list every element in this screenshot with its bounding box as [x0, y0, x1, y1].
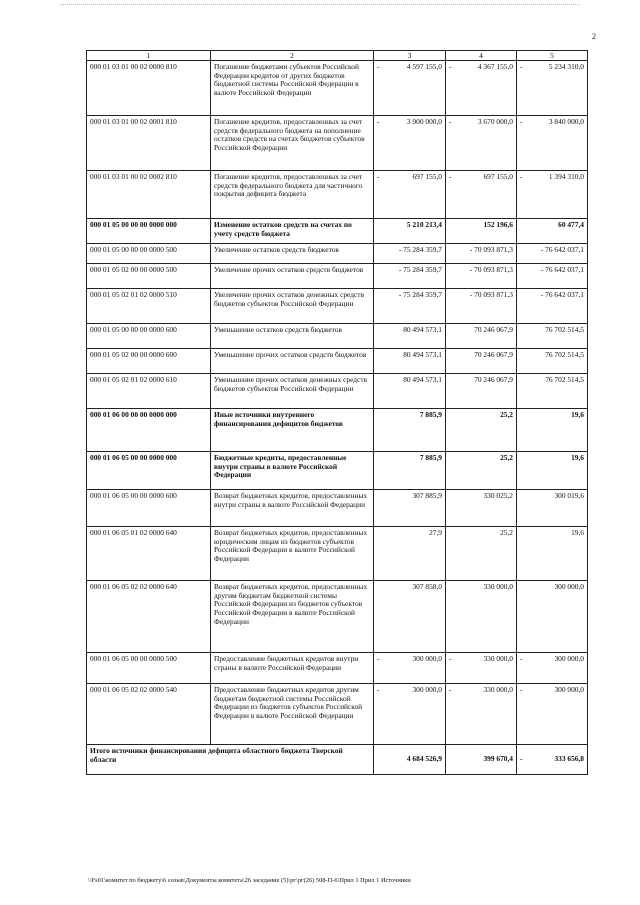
budget-classification-code: 000 01 06 05 01 02 0000 640 [87, 527, 211, 581]
budget-classification-code: 000 01 05 00 00 00 0000 500 [87, 244, 211, 264]
minus-sign: - [449, 685, 452, 694]
amount-value: 307 885,9 [412, 491, 442, 500]
budget-classification-code: 000 01 06 05 00 00 0000 600 [87, 490, 211, 527]
amount-value: 330 000,0 [483, 654, 513, 663]
amount-value: 300 000,0 [412, 654, 442, 663]
amount-year-2 [446, 349, 517, 374]
amount-year-3 [517, 324, 588, 349]
amount-value: 399 670,4 [483, 754, 513, 764]
amount-year-1 [374, 490, 446, 527]
amount-year-2 [446, 116, 517, 171]
table-row [87, 581, 588, 653]
amount-value: 300 000,0 [554, 685, 584, 694]
item-description: Погашение кредитов, предоставленных за счет средств федерального бюджета на пополнение остатков средств на счетах бюджетов субъектов Российской Федерации [211, 116, 374, 171]
minus-sign: - [449, 117, 452, 126]
amount-year-3 [517, 527, 588, 581]
amount-value: - 76 642 037,1 [540, 290, 584, 299]
amount-year-1 [374, 745, 446, 775]
table-row [87, 116, 588, 171]
amount-year-2 [446, 745, 517, 775]
amount-value: 25,2 [500, 410, 513, 419]
minus-sign: - [449, 654, 452, 663]
amount-year-1 [374, 527, 446, 581]
minus-sign: - [520, 117, 523, 126]
budget-classification-code: 000 01 06 05 02 02 0000 540 [87, 684, 211, 745]
amount-value: 27,9 [429, 528, 442, 537]
minus-sign: - [520, 754, 523, 764]
amount-value: 300 019,6 [554, 491, 584, 500]
amount-year-3 [517, 745, 588, 775]
amount-year-1 [374, 581, 446, 653]
amount-value: 4 684 526,9 [406, 754, 442, 764]
column-header-2: 2 [211, 51, 374, 61]
amount-year-3 [517, 264, 588, 289]
amount-year-3 [517, 219, 588, 244]
minus-sign: - [520, 685, 523, 694]
item-description: Возврат бюджетных кредитов, предоставленных другим бюджетам бюджетной системы Российской Федерации из бюджетов субъектов Российской Федерации в валюте Российской Федерации [211, 581, 374, 653]
amount-value: 5 234 310,0 [548, 62, 584, 71]
table-row [87, 374, 588, 409]
amount-year-1 [374, 289, 446, 324]
amount-value: 70 246 067,9 [474, 375, 513, 384]
amount-year-1 [374, 171, 446, 219]
amount-value: 1 394 310,0 [548, 172, 584, 181]
amount-value: - 76 642 037,1 [540, 265, 584, 274]
table-header-row [87, 51, 588, 61]
file-path-footer: \\Fs01\комитет по бюджету\6 созыв\Документы комитета\26 заседание (5)\рг\рг(26) 508-П-6\Прил 1 Прил 1 Источники [88, 877, 411, 884]
amount-value: - 75 284 359,7 [398, 265, 442, 274]
table-row [87, 324, 588, 349]
item-description: Возврат бюджетных кредитов, предоставленных юридическим лицам из бюджетов субъектов Российской Федерации в валюте Российской Федерации [211, 527, 374, 581]
amount-year-1 [374, 452, 446, 490]
amount-year-1 [374, 374, 446, 409]
minus-sign: - [520, 62, 523, 71]
amount-value: 300 000,0 [554, 582, 584, 591]
table-row [87, 527, 588, 581]
amount-value: - 70 093 871,3 [469, 245, 513, 254]
amount-value: 80 494 573,1 [403, 350, 442, 359]
amount-value: 80 494 573,1 [403, 325, 442, 334]
table-body [87, 51, 588, 775]
amount-value: 330 000,0 [483, 582, 513, 591]
column-header-1: 1 [87, 51, 211, 61]
minus-sign: - [449, 172, 452, 181]
financing-sources-table [86, 50, 588, 775]
amount-value: 76 702 514,5 [545, 350, 584, 359]
amount-year-1 [374, 684, 446, 745]
budget-classification-code: 000 01 03 01 00 02 0001 810 [87, 116, 211, 171]
budget-classification-code: 000 01 05 02 01 02 0000 510 [87, 289, 211, 324]
amount-year-3 [517, 490, 588, 527]
amount-value: - 70 093 871,3 [469, 290, 513, 299]
amount-year-2 [446, 61, 517, 116]
amount-year-1 [374, 409, 446, 452]
minus-sign: - [520, 654, 523, 663]
amount-value: 7 885,9 [419, 453, 442, 462]
amount-year-2 [446, 374, 517, 409]
amount-value: 5 210 213,4 [406, 220, 442, 229]
amount-year-2 [446, 581, 517, 653]
amount-year-3 [517, 349, 588, 374]
amount-year-1 [374, 349, 446, 374]
amount-value: 330 000,0 [483, 685, 513, 694]
amount-year-2 [446, 289, 517, 324]
minus-sign: - [520, 172, 523, 181]
table-row [87, 264, 588, 289]
amount-year-3 [517, 374, 588, 409]
amount-value: 3 900 000,0 [406, 117, 442, 126]
table-row [87, 244, 588, 264]
amount-value: 697 155,0 [483, 172, 513, 181]
amount-year-1 [374, 244, 446, 264]
amount-value: 333 656,8 [554, 754, 584, 764]
amount-year-3 [517, 452, 588, 490]
budget-classification-code: 000 01 06 05 00 00 0000 000 [87, 452, 211, 490]
amount-value: 300 000,0 [412, 685, 442, 694]
item-description: Изменение остатков средств на счетах по учету средств бюджета [211, 219, 374, 244]
item-description: Увеличение остатков средств бюджетов [211, 244, 374, 264]
amount-value: - 70 093 871,3 [469, 265, 513, 274]
amount-value: 7 885,9 [419, 410, 442, 419]
total-row [87, 745, 588, 775]
amount-value: 70 246 067,9 [474, 350, 513, 359]
amount-value: 697 155,0 [412, 172, 442, 181]
table-row [87, 452, 588, 490]
amount-year-3 [517, 244, 588, 264]
column-header-5: 5 [517, 51, 588, 61]
amount-value: 19,6 [571, 528, 584, 537]
amount-year-2 [446, 244, 517, 264]
amount-value: 25,2 [500, 528, 513, 537]
amount-year-2 [446, 264, 517, 289]
amount-year-1 [374, 219, 446, 244]
amount-value: 60 477,4 [558, 220, 584, 229]
amount-value: 70 246 067,9 [474, 325, 513, 334]
budget-classification-code: 000 01 05 02 01 02 0000 610 [87, 374, 211, 409]
minus-sign: - [377, 172, 380, 181]
amount-year-2 [446, 490, 517, 527]
item-description: Увеличение прочих остатков средств бюджетов [211, 264, 374, 289]
table-row [87, 653, 588, 684]
budget-classification-code: 000 01 06 05 02 02 0000 640 [87, 581, 211, 653]
amount-year-3 [517, 684, 588, 745]
column-header-3: 3 [374, 51, 446, 61]
budget-classification-code: 000 01 05 00 00 00 0000 000 [87, 219, 211, 244]
page-number: 2 [592, 32, 596, 41]
table-row [87, 349, 588, 374]
budget-classification-code: 000 01 06 05 00 00 0000 500 [87, 653, 211, 684]
table-row [87, 490, 588, 527]
column-header-4: 4 [446, 51, 517, 61]
amount-year-2 [446, 171, 517, 219]
amount-value: 3 670 000,0 [477, 117, 513, 126]
minus-sign: - [377, 62, 380, 71]
item-description: Уменьшение прочих остатков средств бюджетов [211, 349, 374, 374]
budget-classification-code: 000 01 05 00 00 00 0000 600 [87, 324, 211, 349]
amount-year-2 [446, 409, 517, 452]
item-description: Предоставление бюджетных кредитов внутри страны в валюте Российской Федерации [211, 653, 374, 684]
minus-sign: - [377, 117, 380, 126]
table-row [87, 409, 588, 452]
amount-year-3 [517, 653, 588, 684]
amount-value: 307 858,0 [412, 582, 442, 591]
amount-year-3 [517, 61, 588, 116]
amount-value: 19,6 [571, 410, 584, 419]
amount-value: 300 000,0 [554, 654, 584, 663]
item-description: Бюджетные кредиты, предоставленные внутри страны в валюте Российской Федерации [211, 452, 374, 490]
item-description: Погашение бюджетами субъектов Российской Федерации кредитов от других бюджетов бюджетной системы Российской Федерации в валюте Российской Федерации [211, 61, 374, 116]
amount-year-2 [446, 684, 517, 745]
amount-value: 76 702 514,5 [545, 325, 584, 334]
amount-year-2 [446, 527, 517, 581]
amount-year-1 [374, 653, 446, 684]
amount-year-3 [517, 116, 588, 171]
amount-value: 330 025,2 [483, 491, 513, 500]
amount-value: 76 702 514,5 [545, 375, 584, 384]
amount-year-2 [446, 653, 517, 684]
amount-year-1 [374, 61, 446, 116]
amount-year-2 [446, 452, 517, 490]
total-label: Итого источники финансирования дефицита областного бюджета Тверской области [87, 745, 374, 775]
amount-value: 3 840 000,0 [548, 117, 584, 126]
amount-year-1 [374, 264, 446, 289]
table-row [87, 171, 588, 219]
item-description: Погашение кредитов, предоставленных за счет средств федерального бюджета для частичного покрытия дефицита бюджета [211, 171, 374, 219]
item-description: Предоставление бюджетных кредитов другим бюджетам бюджетной системы Российской Федерации из бюджетов субъектов Российской Федерации в валюте Российской Федерации [211, 684, 374, 745]
amount-value: 4 367 155,0 [477, 62, 513, 71]
amount-year-3 [517, 409, 588, 452]
scan-top-edge [60, 4, 580, 5]
budget-classification-code: 000 01 05 02 00 00 0000 500 [87, 264, 211, 289]
amount-year-2 [446, 219, 517, 244]
amount-value: 4 597 155,0 [406, 62, 442, 71]
item-description: Иные источники внутреннего финансирования дефицитов бюджетов [211, 409, 374, 452]
table-row [87, 219, 588, 244]
amount-value: 80 494 573,1 [403, 375, 442, 384]
budget-classification-code: 000 01 06 00 00 00 0000 000 [87, 409, 211, 452]
table-row [87, 684, 588, 745]
table-row [87, 289, 588, 324]
amount-value: 25,2 [500, 453, 513, 462]
amount-year-2 [446, 324, 517, 349]
item-description: Увеличение прочих остатков денежных средств бюджетов субъектов Российской Федерации [211, 289, 374, 324]
budget-classification-code: 000 01 03 01 00 02 0000 810 [87, 61, 211, 116]
item-description: Уменьшение остатков средств бюджетов [211, 324, 374, 349]
budget-classification-code: 000 01 03 01 00 02 0002 810 [87, 171, 211, 219]
amount-year-3 [517, 581, 588, 653]
table-row [87, 61, 588, 116]
amount-year-1 [374, 116, 446, 171]
amount-value: - 75 284 359,7 [398, 245, 442, 254]
amount-year-3 [517, 289, 588, 324]
minus-sign: - [449, 62, 452, 71]
item-description: Уменьшение прочих остатков денежных средств бюджетов субъектов Российской Федерации [211, 374, 374, 409]
item-description: Возврат бюджетных кредитов, предоставленных внутри страны в валюте Российской Федерации [211, 490, 374, 527]
minus-sign: - [377, 654, 380, 663]
minus-sign: - [377, 685, 380, 694]
budget-classification-code: 000 01 05 02 00 00 0000 600 [87, 349, 211, 374]
amount-year-3 [517, 171, 588, 219]
amount-value: 19,6 [571, 453, 584, 462]
amount-value: - 75 284 359,7 [398, 290, 442, 299]
amount-year-1 [374, 324, 446, 349]
amount-value: 152 196,6 [483, 220, 513, 229]
amount-value: - 76 642 037,1 [540, 245, 584, 254]
